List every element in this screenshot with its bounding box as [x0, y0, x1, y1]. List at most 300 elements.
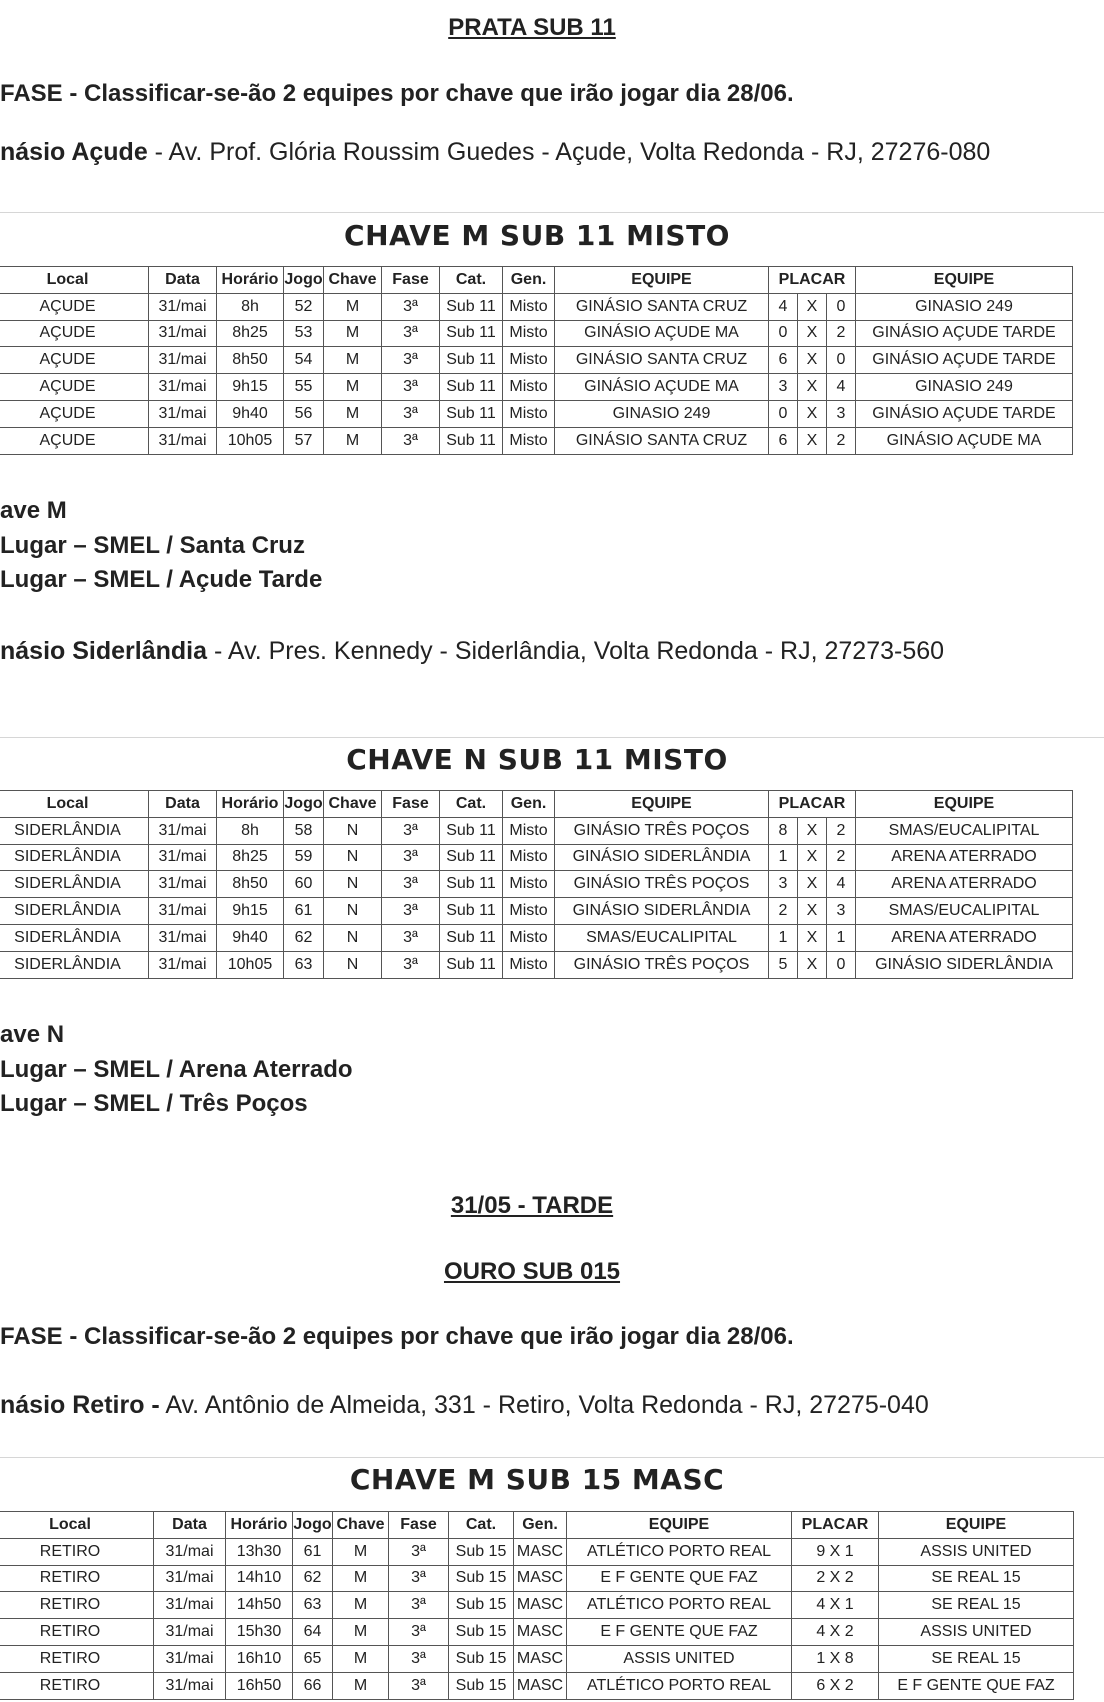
- cell: 16h10: [226, 1645, 293, 1672]
- cell: SIDERLÂNDIA: [0, 844, 149, 871]
- cell: M: [324, 293, 382, 320]
- cell: X: [798, 293, 827, 320]
- cell: E F GENTE QUE FAZ: [879, 1672, 1074, 1699]
- cell: MASC: [514, 1592, 567, 1619]
- col-header-equipe-away: EQUIPE: [879, 1512, 1074, 1539]
- cell: E F GENTE QUE FAZ: [567, 1619, 792, 1646]
- cell: 1: [769, 844, 798, 871]
- venue-acude-address: - Av. Prof. Glória Roussim Guedes - Açude, Volta Redonda - RJ, 27276-080: [147, 138, 991, 166]
- cell: 0: [769, 400, 798, 427]
- col-header-equipe-away: EQUIPE: [856, 791, 1073, 818]
- cell: MASC: [514, 1565, 567, 1592]
- cell: 3ª: [389, 1565, 449, 1592]
- cell: X: [798, 844, 827, 871]
- col-header-equipe-home: EQUIPE: [555, 791, 769, 818]
- cell: 1: [769, 924, 798, 951]
- cell: 31/mai: [154, 1619, 226, 1646]
- col-header-data: Data: [149, 791, 217, 818]
- cell: 31/mai: [149, 347, 217, 374]
- cell: 2: [827, 817, 856, 844]
- col-header-jogo: Jogo: [293, 1512, 333, 1539]
- cell: 3ª: [389, 1619, 449, 1646]
- cell: 2: [769, 898, 798, 925]
- cell: GINÁSIO SIDERLÂNDIA: [555, 898, 769, 925]
- cell: X: [798, 817, 827, 844]
- cell: 58: [284, 817, 324, 844]
- cell: 3ª: [382, 844, 440, 871]
- cell: SMAS/EUCALIPITAL: [555, 924, 769, 951]
- chave-m-second-place: Lugar – SMEL / Açude Tarde: [0, 566, 323, 593]
- cell: GINÁSIO AÇUDE TARDE: [856, 320, 1073, 347]
- chave-m-result-title: ave M: [0, 497, 67, 524]
- cell: Misto: [503, 374, 555, 401]
- cell: SE REAL 15: [879, 1645, 1074, 1672]
- cell: Sub 11: [440, 924, 503, 951]
- cell: Sub 11: [440, 427, 503, 454]
- cell: Misto: [503, 924, 555, 951]
- cell: 3ª: [382, 400, 440, 427]
- col-header-fase: Fase: [389, 1512, 449, 1539]
- cell: GINÁSIO SIDERLÂNDIA: [555, 844, 769, 871]
- table-row: [0, 1645, 1074, 1672]
- cell: M: [333, 1565, 389, 1592]
- cell: Misto: [503, 320, 555, 347]
- col-header-cat: Cat.: [440, 791, 503, 818]
- heading-ouro-sub015: OURO SUB 015: [443, 1258, 621, 1285]
- cell: 31/mai: [149, 374, 217, 401]
- cell: M: [333, 1592, 389, 1619]
- cell: Sub 15: [449, 1645, 514, 1672]
- cell: 2: [827, 320, 856, 347]
- cell: 3ª: [382, 898, 440, 925]
- cell: Misto: [503, 951, 555, 978]
- cell: SE REAL 15: [879, 1592, 1074, 1619]
- cell: ARENA ATERRADO: [856, 844, 1073, 871]
- venue-siderlandia: [0, 637, 944, 666]
- cell: SMAS/EUCALIPITAL: [856, 817, 1073, 844]
- cell: ASSIS UNITED: [567, 1645, 792, 1672]
- col-header-horario: Horário: [226, 1512, 293, 1539]
- cell: AÇUDE: [0, 374, 149, 401]
- cell: 61: [284, 898, 324, 925]
- cell: RETIRO: [0, 1538, 154, 1565]
- chave-n-first-place: Lugar – SMEL / Arena Aterrado: [0, 1056, 353, 1083]
- cell: 3ª: [382, 924, 440, 951]
- cell: ASSIS UNITED: [879, 1538, 1074, 1565]
- chave-n-second-place: Lugar – SMEL / Três Poços: [0, 1090, 308, 1117]
- cell: MASC: [514, 1672, 567, 1699]
- table-row: [0, 374, 1073, 401]
- cell: 65: [293, 1645, 333, 1672]
- cell: M: [324, 400, 382, 427]
- table-row: [0, 1538, 1074, 1565]
- cell: N: [324, 924, 382, 951]
- cell: 31/mai: [154, 1645, 226, 1672]
- cell: 3ª: [382, 374, 440, 401]
- cell: 0: [827, 347, 856, 374]
- cell: 8h50: [217, 347, 284, 374]
- cell: Sub 11: [440, 293, 503, 320]
- table-row: [0, 924, 1073, 951]
- table-row: [0, 817, 1073, 844]
- cell: E F GENTE QUE FAZ: [567, 1565, 792, 1592]
- cell: AÇUDE: [0, 320, 149, 347]
- cell: 0: [769, 320, 798, 347]
- cell: ASSIS UNITED: [879, 1619, 1074, 1646]
- cell: 8h: [217, 817, 284, 844]
- cell: 3ª: [382, 347, 440, 374]
- cell: X: [798, 427, 827, 454]
- col-header-jogo: Jogo: [284, 267, 324, 294]
- cell: 10h05: [217, 951, 284, 978]
- cell: ATLÉTICO PORTO REAL: [567, 1672, 792, 1699]
- cell: 64: [293, 1619, 333, 1646]
- cell: Sub 11: [440, 871, 503, 898]
- cell: 8h: [217, 293, 284, 320]
- cell: Misto: [503, 427, 555, 454]
- cell: MASC: [514, 1645, 567, 1672]
- col-header-data: Data: [154, 1512, 226, 1539]
- cell: 8h25: [217, 844, 284, 871]
- cell: X: [798, 347, 827, 374]
- cell: GINÁSIO TRÊS POÇOS: [555, 951, 769, 978]
- fase-note-1: FASE - Classificar-se-ão 2 equipes por chave que irão jogar dia 28/06.: [0, 80, 794, 107]
- cell: 9h40: [217, 400, 284, 427]
- cell: Sub 11: [440, 347, 503, 374]
- header-row: [0, 267, 1073, 294]
- table-row: [0, 400, 1073, 427]
- cell: 63: [284, 951, 324, 978]
- cell: SIDERLÂNDIA: [0, 951, 149, 978]
- cell: GINÁSIO AÇUDE MA: [555, 374, 769, 401]
- cell: 1 X 8: [792, 1645, 879, 1672]
- cell: 3ª: [382, 871, 440, 898]
- cell: 4 X 1: [792, 1592, 879, 1619]
- cell: 3ª: [382, 320, 440, 347]
- cell: M: [324, 320, 382, 347]
- cell: Sub 15: [449, 1538, 514, 1565]
- cell: 31/mai: [154, 1565, 226, 1592]
- cell: M: [324, 347, 382, 374]
- cell: Sub 11: [440, 320, 503, 347]
- cell: 3ª: [382, 817, 440, 844]
- cell: 31/mai: [149, 400, 217, 427]
- cell: 3ª: [389, 1538, 449, 1565]
- cell: Sub 15: [449, 1672, 514, 1699]
- cell: 6: [769, 347, 798, 374]
- cell: 31/mai: [154, 1592, 226, 1619]
- col-header-gen: Gen.: [503, 267, 555, 294]
- col-header-horario: Horário: [217, 791, 284, 818]
- cell: 61: [293, 1538, 333, 1565]
- cell: M: [324, 427, 382, 454]
- table-row: [0, 1592, 1074, 1619]
- cell: GINÁSIO AÇUDE MA: [555, 320, 769, 347]
- cell: N: [324, 951, 382, 978]
- cell: 13h30: [226, 1538, 293, 1565]
- col-header-chave: Chave: [333, 1512, 389, 1539]
- cell: RETIRO: [0, 1672, 154, 1699]
- table-row: [0, 898, 1073, 925]
- cell: 3: [769, 871, 798, 898]
- cell: 60: [284, 871, 324, 898]
- cell: 16h50: [226, 1672, 293, 1699]
- heading-31-05-tarde: 31/05 - TARDE: [450, 1192, 614, 1219]
- cell: SIDERLÂNDIA: [0, 817, 149, 844]
- col-header-fase: Fase: [382, 791, 440, 818]
- table-row: [0, 320, 1073, 347]
- cell: 31/mai: [149, 844, 217, 871]
- col-header-local: Local: [0, 267, 149, 294]
- cell: N: [324, 898, 382, 925]
- col-header-chave: Chave: [324, 267, 382, 294]
- table-row: [0, 427, 1073, 454]
- cell: Sub 15: [449, 1565, 514, 1592]
- table-row: [0, 844, 1073, 871]
- cell: 2: [827, 844, 856, 871]
- cell: 9h40: [217, 924, 284, 951]
- cell: 52: [284, 293, 324, 320]
- cell: 4: [827, 374, 856, 401]
- cell: GINÁSIO SANTA CRUZ: [555, 427, 769, 454]
- cell: Misto: [503, 817, 555, 844]
- cell: ARENA ATERRADO: [856, 924, 1073, 951]
- cell: 31/mai: [149, 293, 217, 320]
- header-row: [0, 1512, 1074, 1539]
- cell: X: [798, 924, 827, 951]
- cell: 31/mai: [149, 320, 217, 347]
- cell: 2: [827, 427, 856, 454]
- cell: 31/mai: [149, 951, 217, 978]
- cell: 3: [827, 400, 856, 427]
- cell: RETIRO: [0, 1592, 154, 1619]
- cell: 15h30: [226, 1619, 293, 1646]
- col-header-gen: Gen.: [503, 791, 555, 818]
- cell: 8h50: [217, 871, 284, 898]
- cell: GINÁSIO SIDERLÂNDIA: [856, 951, 1073, 978]
- cell: SMAS/EUCALIPITAL: [856, 898, 1073, 925]
- cell: X: [798, 400, 827, 427]
- cell: Misto: [503, 898, 555, 925]
- cell: RETIRO: [0, 1645, 154, 1672]
- cell: RETIRO: [0, 1619, 154, 1646]
- cell: 2 X 2: [792, 1565, 879, 1592]
- cell: GINÁSIO AÇUDE TARDE: [856, 347, 1073, 374]
- cell: 31/mai: [154, 1672, 226, 1699]
- cell: GINÁSIO AÇUDE TARDE: [856, 400, 1073, 427]
- cell: X: [798, 320, 827, 347]
- chave-m-title: CHAVE M SUB 11 MISTO: [344, 219, 730, 252]
- cell: 62: [293, 1565, 333, 1592]
- cell: ATLÉTICO PORTO REAL: [567, 1592, 792, 1619]
- venue-retiro: [0, 1391, 929, 1420]
- cell: SIDERLÂNDIA: [0, 898, 149, 925]
- cell: 0: [827, 293, 856, 320]
- table-row: [0, 293, 1073, 320]
- col-header-placar: PLACAR: [769, 791, 856, 818]
- table-row: [0, 1565, 1074, 1592]
- cell: GINÁSIO AÇUDE MA: [856, 427, 1073, 454]
- cell: AÇUDE: [0, 347, 149, 374]
- cell: 54: [284, 347, 324, 374]
- table-row: [0, 347, 1073, 374]
- table-row: [0, 1672, 1074, 1699]
- venue-acude-name: násio Açude: [0, 138, 148, 166]
- cell: X: [798, 951, 827, 978]
- col-header-cat: Cat.: [440, 267, 503, 294]
- cell: Misto: [503, 293, 555, 320]
- cell: 31/mai: [149, 898, 217, 925]
- cell: Sub 11: [440, 817, 503, 844]
- chave-n-result-title: ave N: [0, 1021, 65, 1048]
- cell: ATLÉTICO PORTO REAL: [567, 1538, 792, 1565]
- col-header-horario: Horário: [217, 267, 284, 294]
- cell: 8: [769, 817, 798, 844]
- col-header-gen: Gen.: [514, 1512, 567, 1539]
- cell: 62: [284, 924, 324, 951]
- col-header-local: Local: [0, 1512, 154, 1539]
- cell: N: [324, 844, 382, 871]
- cell: 3: [769, 374, 798, 401]
- chave-m15-table: [0, 1511, 1074, 1700]
- cell: 57: [284, 427, 324, 454]
- cell: 3: [827, 898, 856, 925]
- cell: GINÁSIO SANTA CRUZ: [555, 293, 769, 320]
- cell: Sub 15: [449, 1592, 514, 1619]
- cell: GINASIO 249: [856, 293, 1073, 320]
- cell: GINASIO 249: [856, 374, 1073, 401]
- col-header-equipe-away: EQUIPE: [856, 267, 1073, 294]
- cell: Misto: [503, 871, 555, 898]
- cell: Misto: [503, 844, 555, 871]
- cell: 4: [827, 871, 856, 898]
- cell: GINÁSIO SANTA CRUZ: [555, 347, 769, 374]
- heading-prata-sub11: PRATA SUB 11: [448, 14, 616, 41]
- cell: 31/mai: [149, 924, 217, 951]
- cell: Sub 11: [440, 844, 503, 871]
- venue-retiro-name: násio Retiro -: [0, 1391, 160, 1419]
- cell: N: [324, 817, 382, 844]
- chave-m-table: [0, 266, 1073, 455]
- cell: 4: [769, 293, 798, 320]
- cell: M: [333, 1619, 389, 1646]
- cell: AÇUDE: [0, 293, 149, 320]
- cell: 59: [284, 844, 324, 871]
- cell: SIDERLÂNDIA: [0, 871, 149, 898]
- cell: 6: [769, 427, 798, 454]
- col-header-local: Local: [0, 791, 149, 818]
- col-header-fase: Fase: [382, 267, 440, 294]
- cell: 55: [284, 374, 324, 401]
- venue-siderlandia-name: násio Siderlândia: [0, 637, 208, 665]
- cell: 56: [284, 400, 324, 427]
- cell: 9h15: [217, 374, 284, 401]
- col-header-cat: Cat.: [449, 1512, 514, 1539]
- cell: ARENA ATERRADO: [856, 871, 1073, 898]
- cell: M: [324, 374, 382, 401]
- cell: SIDERLÂNDIA: [0, 924, 149, 951]
- fase-note-2: FASE - Classificar-se-ão 2 equipes por chave que irão jogar dia 28/06.: [0, 1323, 794, 1350]
- cell: 53: [284, 320, 324, 347]
- cell: 14h10: [226, 1565, 293, 1592]
- cell: 0: [827, 951, 856, 978]
- cell: 3ª: [382, 427, 440, 454]
- table-row: [0, 951, 1073, 978]
- cell: AÇUDE: [0, 400, 149, 427]
- cell: Sub 11: [440, 374, 503, 401]
- cell: M: [333, 1538, 389, 1565]
- cell: 31/mai: [149, 817, 217, 844]
- cell: 3ª: [389, 1672, 449, 1699]
- cell: 8h25: [217, 320, 284, 347]
- cell: 5: [769, 951, 798, 978]
- col-header-data: Data: [149, 267, 217, 294]
- cell: X: [798, 898, 827, 925]
- chave-m15-title: CHAVE M SUB 15 MASC: [349, 1463, 725, 1496]
- cell: MASC: [514, 1538, 567, 1565]
- cell: 31/mai: [154, 1538, 226, 1565]
- cell: 31/mai: [149, 427, 217, 454]
- cell: Sub 11: [440, 951, 503, 978]
- cell: GINASIO 249: [555, 400, 769, 427]
- cell: Misto: [503, 347, 555, 374]
- cell: 3ª: [389, 1592, 449, 1619]
- cell: SE REAL 15: [879, 1565, 1074, 1592]
- cell: Sub 15: [449, 1619, 514, 1646]
- cell: 1: [827, 924, 856, 951]
- venue-siderlandia-address: - Av. Pres. Kennedy - Siderlândia, Volta Redonda - RJ, 27273-560: [207, 637, 945, 665]
- cell: N: [324, 871, 382, 898]
- col-header-placar: PLACAR: [769, 267, 856, 294]
- col-header-chave: Chave: [324, 791, 382, 818]
- cell: 10h05: [217, 427, 284, 454]
- cell: 31/mai: [149, 871, 217, 898]
- cell: MASC: [514, 1619, 567, 1646]
- cell: 3ª: [382, 951, 440, 978]
- col-header-jogo: Jogo: [284, 791, 324, 818]
- cell: Sub 11: [440, 400, 503, 427]
- chave-n-table: [0, 790, 1073, 979]
- cell: 3ª: [382, 293, 440, 320]
- col-header-equipe-home: EQUIPE: [555, 267, 769, 294]
- cell: Misto: [503, 400, 555, 427]
- cell: X: [798, 374, 827, 401]
- chave-m-first-place: Lugar – SMEL / Santa Cruz: [0, 532, 305, 559]
- cell: 3ª: [389, 1645, 449, 1672]
- cell: 66: [293, 1672, 333, 1699]
- cell: Sub 11: [440, 898, 503, 925]
- cell: 14h50: [226, 1592, 293, 1619]
- cell: X: [798, 871, 827, 898]
- chave-n-title: CHAVE N SUB 11 MISTO: [346, 743, 728, 776]
- cell: 63: [293, 1592, 333, 1619]
- cell: GINÁSIO TRÊS POÇOS: [555, 871, 769, 898]
- cell: 9 X 1: [792, 1538, 879, 1565]
- cell: RETIRO: [0, 1565, 154, 1592]
- cell: M: [333, 1672, 389, 1699]
- header-row: [0, 791, 1073, 818]
- col-header-equipe-home: EQUIPE: [567, 1512, 792, 1539]
- col-header-placar: PLACAR: [792, 1512, 879, 1539]
- table-row: [0, 871, 1073, 898]
- venue-retiro-address: Av. Antônio de Almeida, 331 - Retiro, Volta Redonda - RJ, 27275-040: [159, 1391, 929, 1419]
- cell: M: [333, 1645, 389, 1672]
- cell: 9h15: [217, 898, 284, 925]
- cell: 4 X 2: [792, 1619, 879, 1646]
- table-row: [0, 1619, 1074, 1646]
- cell: 6 X 2: [792, 1672, 879, 1699]
- cell: AÇUDE: [0, 427, 149, 454]
